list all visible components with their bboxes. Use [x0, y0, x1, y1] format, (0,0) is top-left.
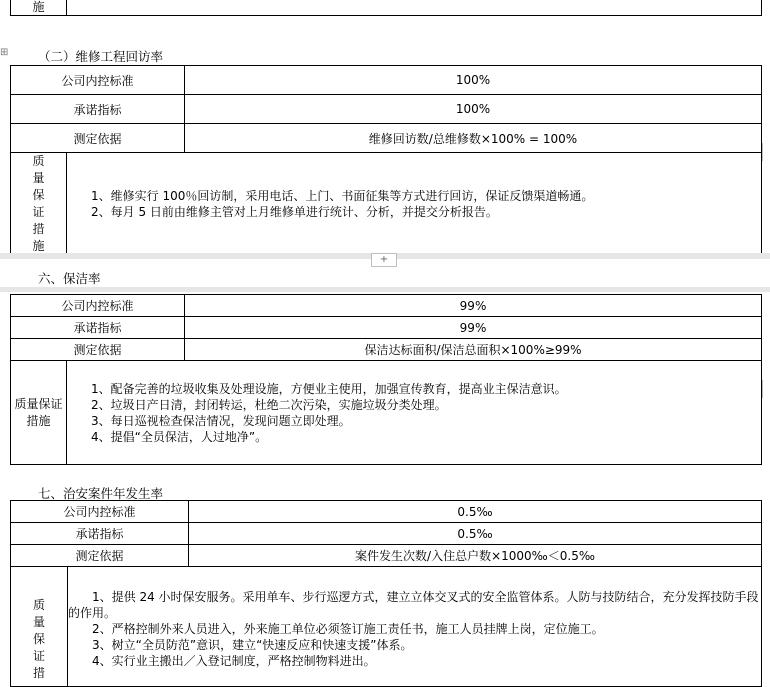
measures-text — [67, 153, 762, 256]
row-value: 100% — [185, 95, 762, 124]
measures-text — [67, 361, 762, 465]
table-row — [11, 295, 762, 317]
row-value: 案件发生次数/入住总户数×1000‰＜0.5‰ — [189, 545, 762, 567]
row-label: 公司内控标准 — [11, 66, 185, 95]
row-label: 测定依据 — [11, 339, 185, 361]
row-label: 测定依据 — [11, 124, 185, 153]
row-value: 100% — [185, 66, 762, 95]
measure-item: 1、配备完善的垃圾收集及处理设施，方便业主使用，加强宣传教育，提高业主保洁意识。 — [91, 381, 567, 396]
table-row — [11, 66, 762, 95]
measure-item: 1、提供 24 小时保安服务。采用单车、步行巡逻方式，建立立体交叉式的安全监管体系。人防与技防结合，充分发挥技防手段的作用。 — [68, 590, 759, 620]
section-title-security: 七、治安案件年发生率 — [38, 486, 164, 501]
row-value: 99% — [185, 317, 762, 339]
prev-table-fragment — [10, 0, 762, 16]
table-row — [11, 317, 762, 339]
row-value: 维修回访数/总维修数×100% = 100% — [185, 124, 762, 153]
table-row — [11, 124, 762, 153]
measure-item: 3、每日巡视检查保洁情况，发现问题立即处理。 — [91, 413, 351, 428]
measures-text — [68, 567, 762, 687]
measure-item: 3、树立“全员防范”意识，建立“快速反应和快速支援”体系。 — [92, 638, 413, 652]
row-label: 承诺指标 — [11, 95, 185, 124]
measure-item: 4、实行业主搬出／入登记制度，严格控制物料进出。 — [92, 654, 376, 668]
measures-label: 质 量 保 证 措 施 — [11, 153, 67, 256]
page-join-plus-button[interactable]: + — [371, 253, 397, 267]
security-table — [10, 500, 762, 687]
row-label: 公司内控标准 — [11, 501, 189, 523]
measure-item: 4、提倡“全员保洁，人过地净”。 — [91, 429, 268, 444]
row-label: 测定依据 — [11, 545, 189, 567]
section-title-repair: （二）维修工程回访率 — [38, 49, 164, 64]
measures-label: 质量保证 措施 — [11, 361, 67, 465]
measure-item: 2、每月 5 日前由维修主管对上月维修单进行统计、分析，并提交分析报告。 — [91, 205, 498, 219]
right-margin-marker — [762, 380, 770, 398]
measures-label: 质 量 保 证 措 — [11, 567, 68, 687]
row-label: 承诺指标 — [11, 523, 189, 545]
row-value: 保洁达标面积/保洁总面积×100%≥99% — [185, 339, 762, 361]
measures-row — [11, 361, 762, 465]
table-row — [11, 523, 762, 545]
table-row — [11, 545, 762, 567]
row-value: 0.5‰ — [189, 501, 762, 523]
measure-item: 2、垃圾日产日清，封闭转运，杜绝二次污染，实施垃圾分类处理。 — [91, 397, 447, 412]
table-row — [11, 95, 762, 124]
table-row — [11, 501, 762, 523]
right-margin-marker — [762, 143, 770, 161]
measure-item: 1、维修实行 100％回访制，采用电话、上门、书面征集等方式进行回访，保证反馈渠道畅通。 — [91, 189, 594, 203]
row-label: 公司内控标准 — [11, 295, 185, 317]
measures-row — [11, 567, 762, 687]
prev-table-cell: 施 — [11, 0, 67, 16]
measures-row — [11, 153, 762, 256]
row-value: 0.5‰ — [189, 523, 762, 545]
cleaning-table — [10, 294, 762, 465]
page-break-gap — [0, 287, 770, 292]
row-value: 99% — [185, 295, 762, 317]
section-title-cleaning: 六、保洁率 — [38, 271, 101, 286]
table-row — [11, 339, 762, 361]
measure-item: 2、严格控制外来人员进入，外来施工单位必须签订施工责任书，施工人员挂牌上岗，定位施工。 — [92, 622, 604, 636]
repair-table — [10, 65, 762, 256]
table-move-handle-icon[interactable]: ⊞ — [0, 47, 9, 58]
row-label: 承诺指标 — [11, 317, 185, 339]
